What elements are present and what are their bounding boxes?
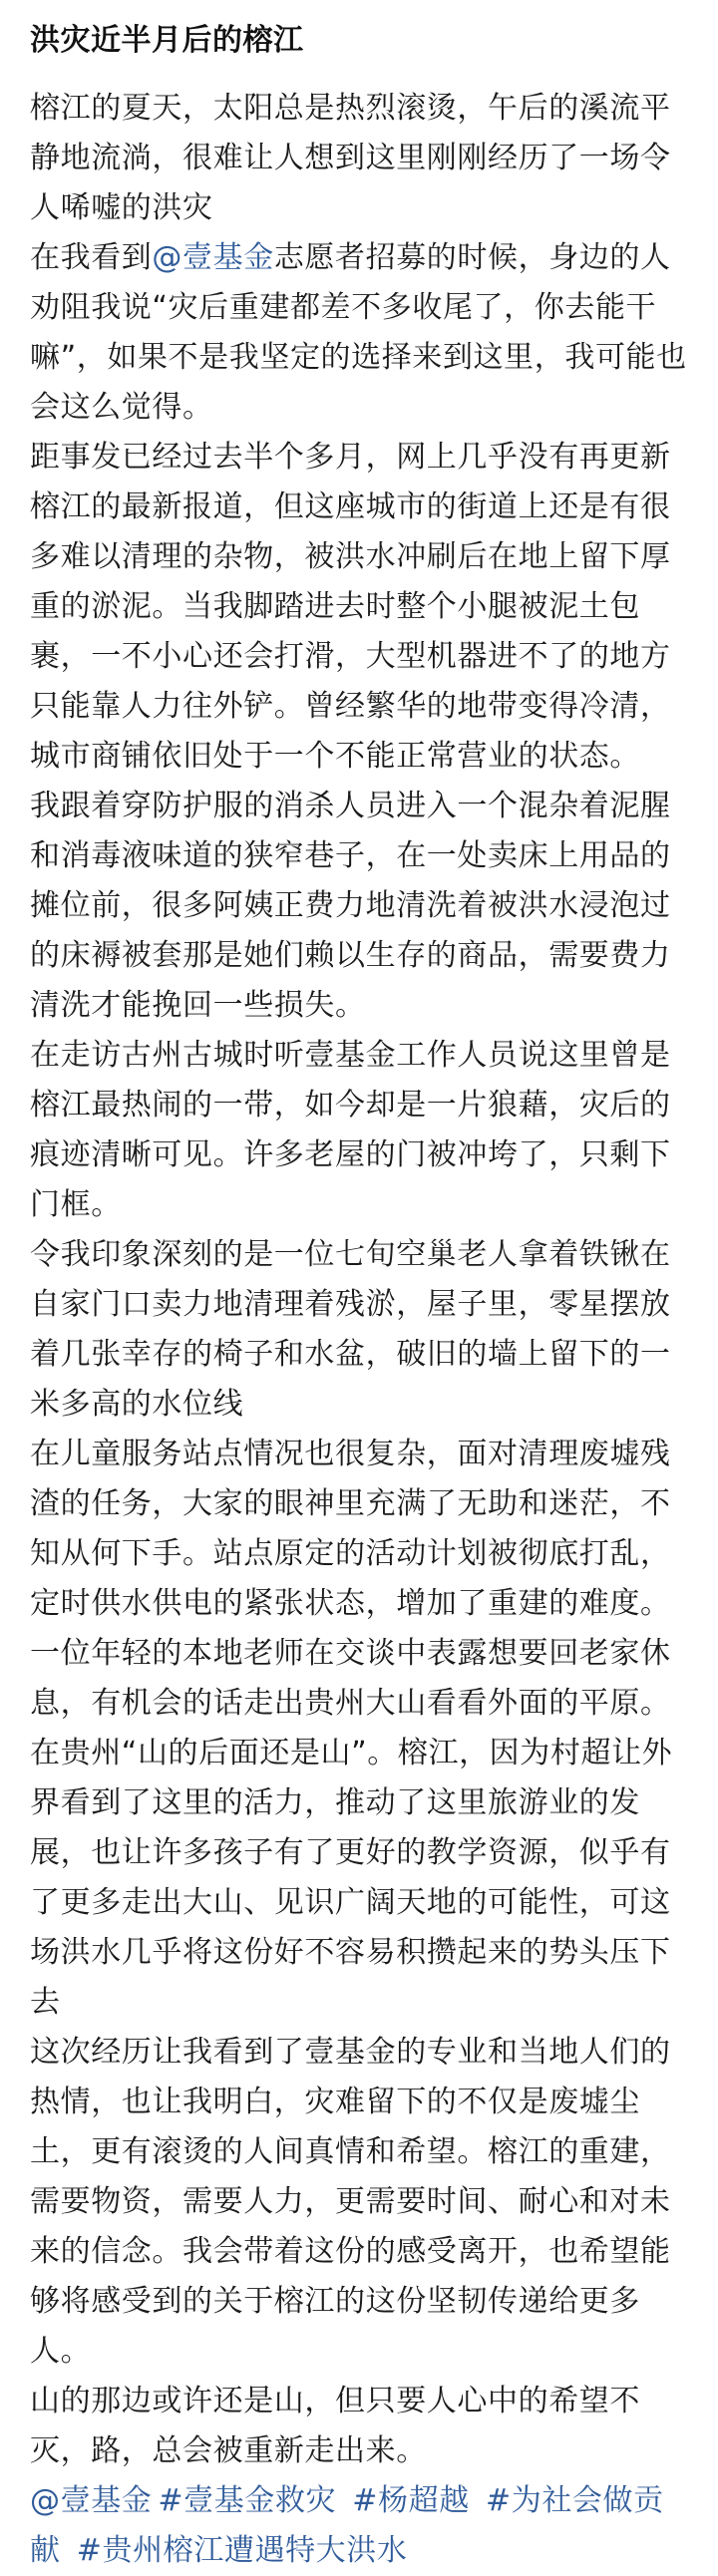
- paragraph-10: 山的那边或许还是山，但只要人心中的希望不灭，路，总会被重新走出来。: [30, 2384, 640, 2468]
- hashtag-link[interactable]: #壹基金救灾: [158, 2483, 337, 2518]
- paragraph-4: 我跟着穿防护服的消杀人员进入一个混杂着泥腥和消毒液味道的狭窄巷子，在一处卖床上用品的摊位前，很多阿姨正费力地清洗着被洪水浸泡过的床褥被套那是她们赖以生存的商品，需要费力清洗才能挽回一些损失。: [30, 789, 671, 1023]
- paragraph-2-rest: 志愿者招募的时候，身边的人劝阻我说“灾后重建都差不多收尾了，你去能干嘛”，如果不是我坚定的选择来到这里，我可能也会这么觉得。: [30, 240, 687, 425]
- paragraph-2-lead: 在我看到: [30, 240, 153, 275]
- hashtag-list: [30, 2476, 688, 2576]
- paragraph-2: [30, 233, 688, 433]
- paragraph-5: 在走访古州古城时听壹基金工作人员说这里曾是榕江最热闹的一带，如今却是一片狼藉，灾后的痕迹清晰可见。许多老屋的门被冲垮了，只剩下门框。: [30, 1038, 671, 1222]
- hashtag-link[interactable]: #贵州榕江遭遇特大洪水: [76, 2533, 408, 2568]
- paragraph-6: 令我印象深刻的是一位七旬空巢老人拿着铁锹在自家门口卖力地清理着残淤，屋子里，零星摆放着几张幸存的椅子和水盆，破旧的墙上留下的一米多高的水位线: [30, 1237, 671, 1422]
- hashtag-link[interactable]: #杨超越: [352, 2483, 470, 2518]
- mention-link-yijijin[interactable]: @壹基金: [152, 240, 274, 275]
- paragraph-3: 距事发已经过去半个多月，网上几乎没有再更新榕江的最新报道，但这座城市的街道上还是有很多难以清理的杂物，被洪水冲刷后在地上留下厚重的淤泥。当我脚踏进去时整个小腿被泥土包裹，一不小心还会打滑，大型机器进不了的地方只能靠人力往外铲。曾经繁华的地带变得冷清，城市商铺依旧处于一个不能正常营业的状态。: [30, 440, 671, 774]
- paragraph-1: 榕江的夏天，太阳总是热烈滚烫，午后的溪流平静地流淌，很难让人想到这里刚刚经历了一场令人唏嘘的洪灾: [30, 91, 671, 225]
- paragraph-9: 这次经历让我看到了壹基金的专业和当地人们的热情，也让我明白，灾难留下的不仅是废墟尘土，更有滚烫的人间真情和希望。榕江的重建，需要物资，需要人力，更需要时间、耐心和对未来的信念。我会带着这份的感受离开，也希望能够将感受到的关于榕江的这份坚韧传递给更多人。: [30, 2035, 671, 2369]
- mention-link-tag[interactable]: @壹基金: [30, 2483, 153, 2518]
- paragraph-7: 在儿童服务站点情况也很复杂，面对清理废墟残渣的任务，大家的眼神里充满了无助和迷茫，不知从何下手。站点原定的活动计划被彻底打乱，定时供水供电的紧张状态，增加了重建的难度。一位年轻的本地老师在交谈中表露想要回老家休息，有机会的话走出贵州大山看看外面的平原。: [30, 1437, 671, 1721]
- post-title: 洪灾近半月后的榕江: [30, 23, 304, 58]
- hashtag-link[interactable]: #为社会做贡献: [30, 2483, 664, 2568]
- paragraph-8: 在贵州“山的后面还是山”。榕江，因为村超让外界看到了这里的活力，推动了这里旅游业的发展，也让许多孩子有了更好的教学资源，似乎有了更多走出大山、见识广阔天地的可能性，可这场洪水几乎将这份好不容易积攒起来的势头压下去: [30, 1736, 673, 2020]
